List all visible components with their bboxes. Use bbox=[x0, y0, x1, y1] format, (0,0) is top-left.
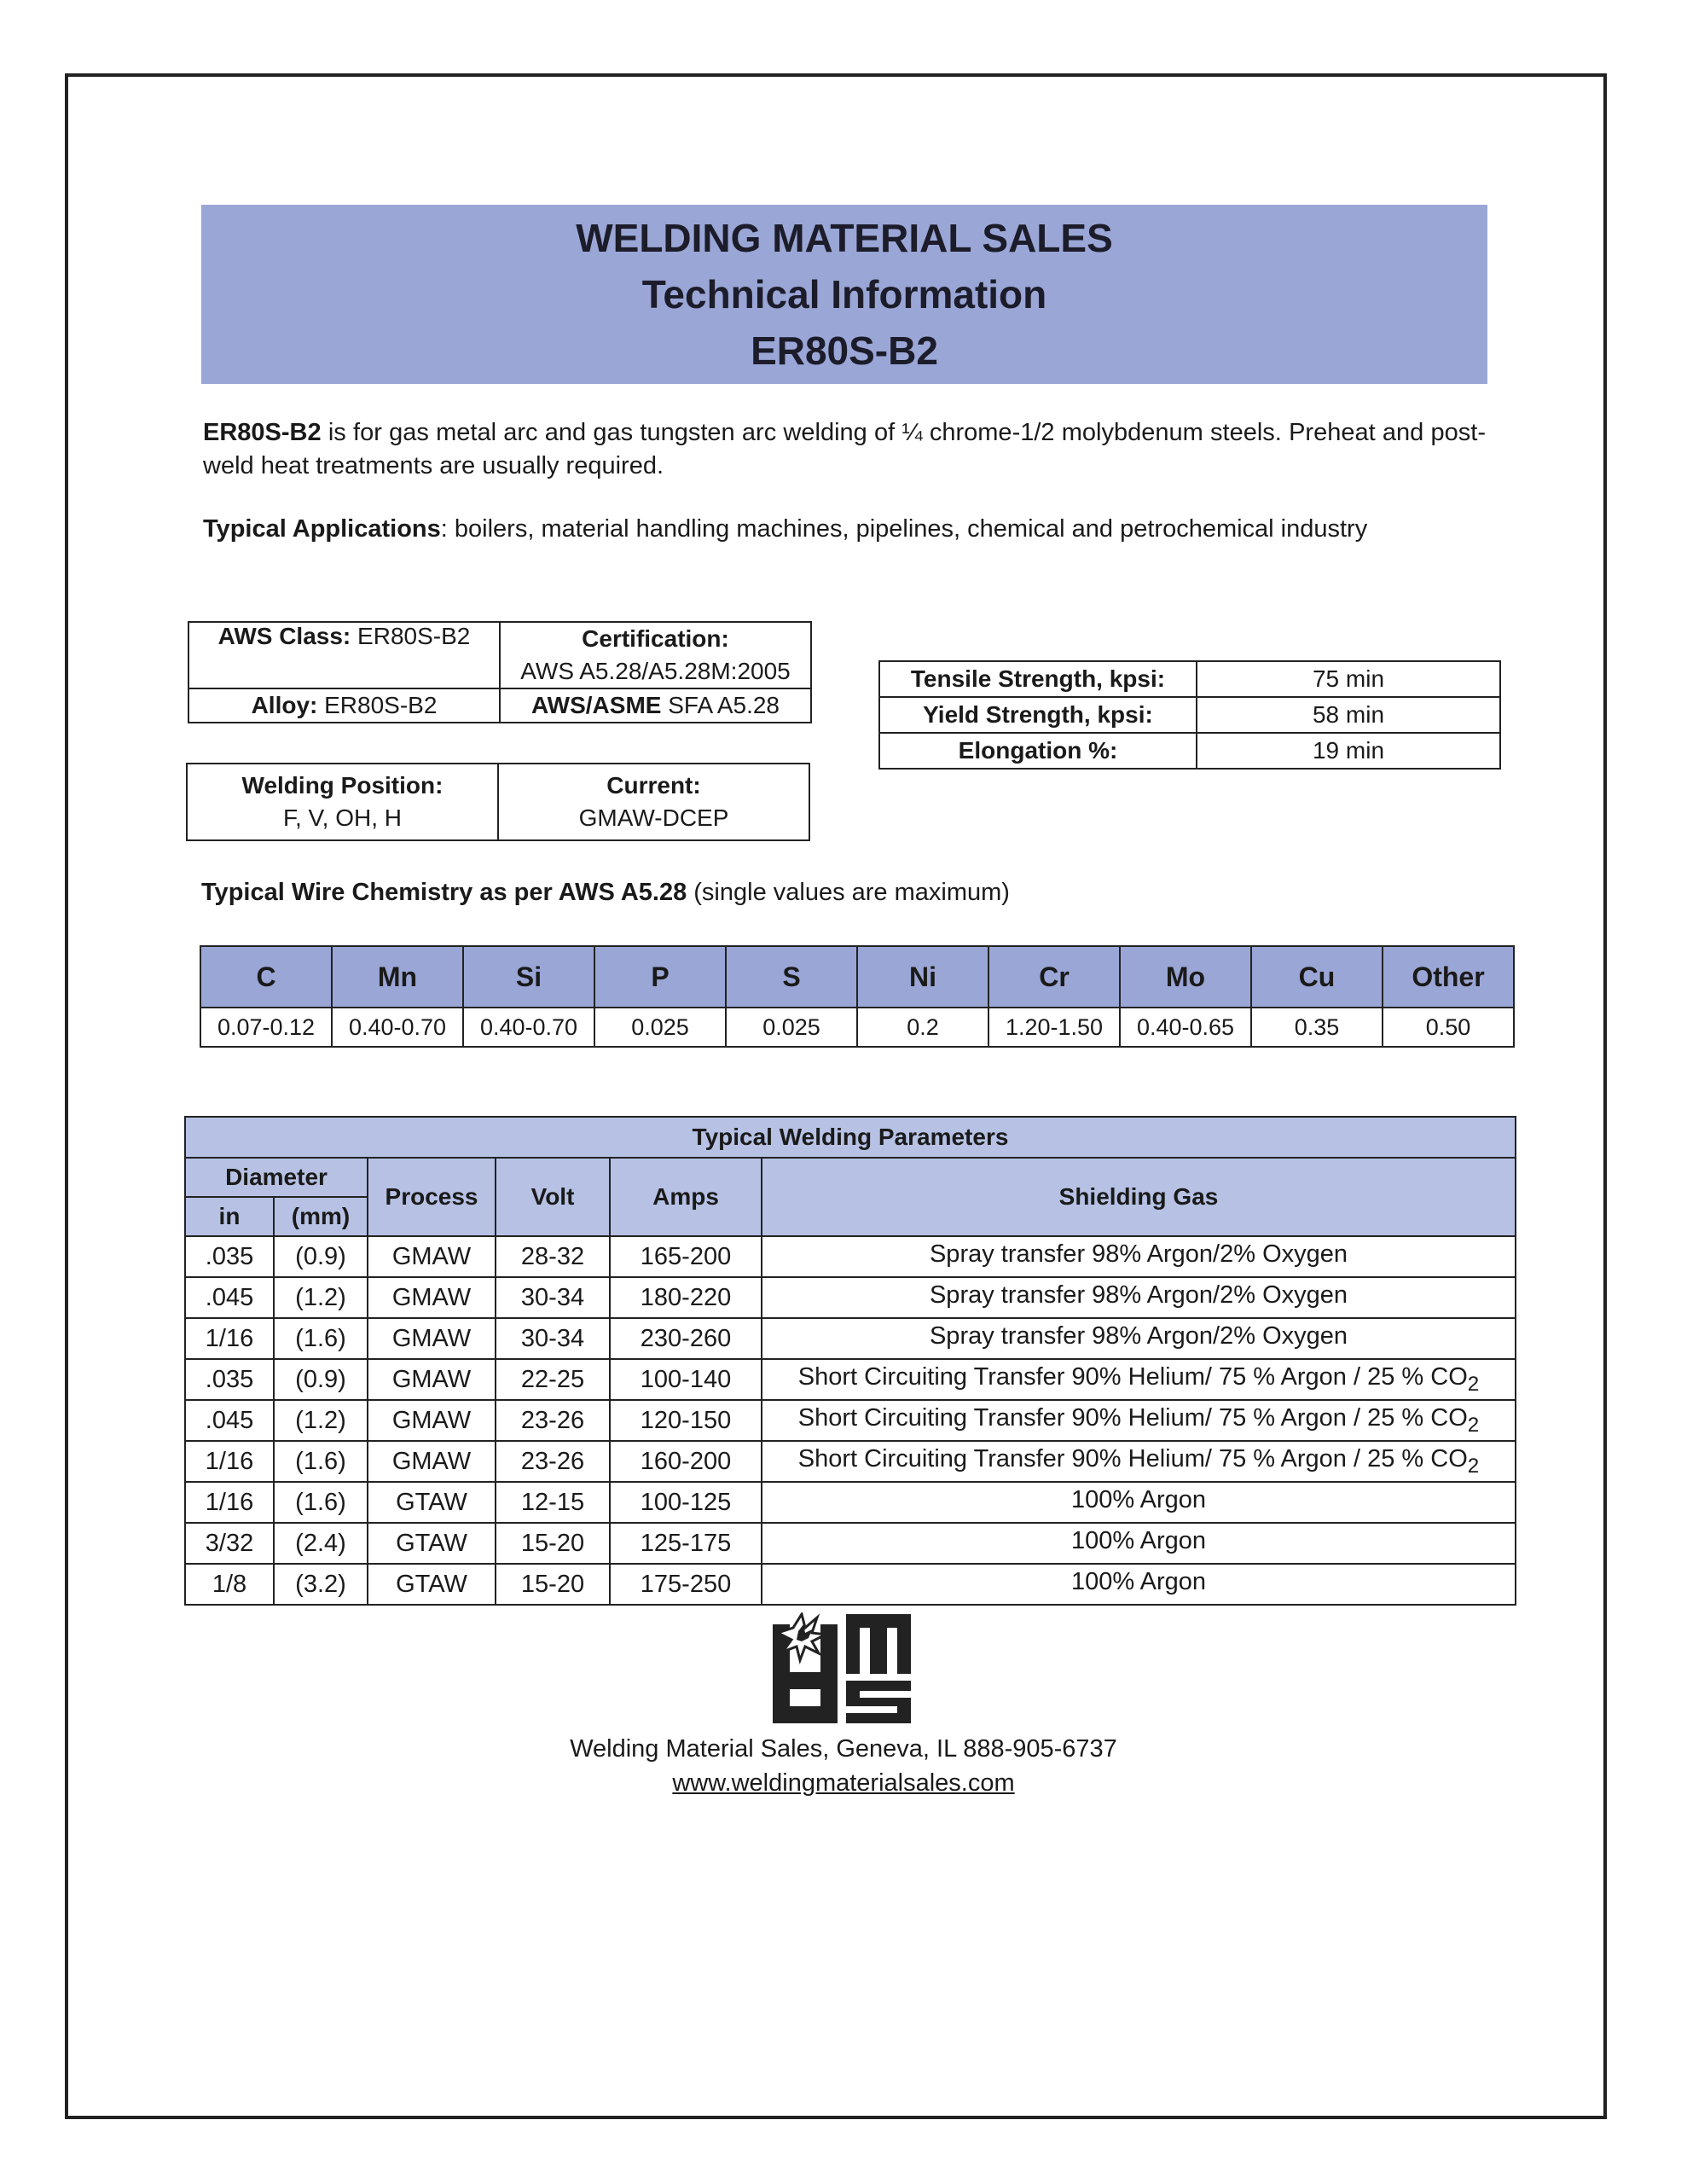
process: GMAW bbox=[368, 1318, 496, 1359]
typical-applications bbox=[203, 515, 1533, 543]
process: GMAW bbox=[368, 1236, 496, 1277]
amps: 100-140 bbox=[610, 1359, 762, 1400]
amps: 175-250 bbox=[610, 1564, 762, 1605]
shielding-gas-header: Shielding Gas bbox=[762, 1158, 1516, 1236]
volt: 15-20 bbox=[496, 1564, 610, 1605]
diameter-mm: (3.2) bbox=[274, 1564, 368, 1605]
diameter-mm: (1.2) bbox=[274, 1400, 368, 1441]
table-row bbox=[879, 661, 1500, 697]
element-value: 0.40-0.70 bbox=[463, 1008, 594, 1047]
element-header: C bbox=[200, 946, 332, 1008]
aws-class-value: ER80S-B2 bbox=[351, 623, 471, 649]
welding-position-cell bbox=[187, 764, 498, 840]
certification-label: Certification: bbox=[500, 622, 811, 655]
diameter-in: .035 bbox=[185, 1359, 274, 1400]
alloy-cell bbox=[188, 688, 500, 723]
footer-contact: Welding Material Sales, Geneva, IL 888-905-6737 bbox=[570, 1735, 1117, 1763]
element-value: 0.025 bbox=[726, 1008, 857, 1047]
current-value: GMAW-DCEP bbox=[578, 804, 729, 831]
table-row bbox=[185, 1564, 1516, 1605]
element-value: 0.40-0.65 bbox=[1120, 1008, 1251, 1047]
process: GTAW bbox=[368, 1523, 496, 1564]
position-current-table bbox=[186, 763, 810, 841]
element-header: Mn bbox=[332, 946, 463, 1008]
element-header: Ni bbox=[857, 946, 988, 1008]
volt-header: Volt bbox=[496, 1158, 610, 1236]
asme-label: AWS/ASME bbox=[530, 692, 662, 718]
title-banner bbox=[201, 205, 1487, 384]
mm-header: (mm) bbox=[274, 1197, 368, 1236]
certification-value: AWS A5.28/A5.28M:2005 bbox=[500, 655, 811, 688]
asme-value: SFA A5.28 bbox=[661, 692, 780, 718]
product-name: ER80S-B2 bbox=[203, 419, 322, 446]
diameter-mm: (1.6) bbox=[274, 1441, 368, 1482]
table-row bbox=[879, 733, 1500, 769]
tensile-label: Tensile Strength, kpsi: bbox=[879, 661, 1197, 697]
volt: 22-25 bbox=[496, 1359, 610, 1400]
applications-text: : boilers, material handling machines, pipelines, chemical and petrochemical industry bbox=[440, 515, 1368, 543]
diameter-mm: (2.4) bbox=[274, 1523, 368, 1564]
element-value: 0.35 bbox=[1251, 1008, 1383, 1047]
shielding-gas: Spray transfer 98% Argon/2% Oxygen bbox=[762, 1318, 1516, 1359]
process-header: Process bbox=[368, 1158, 496, 1236]
aws-class-cell bbox=[188, 622, 500, 688]
table-row bbox=[185, 1482, 1516, 1523]
welding-position-label: Welding Position: bbox=[241, 772, 443, 799]
shielding-gas: Short Circuiting Transfer 90% Helium/ 75 % Argon / 25 % $CO_2$ bbox=[762, 1400, 1516, 1441]
product-title: ER80S-B2 bbox=[751, 328, 938, 373]
chemistry-title-note: (single values are maximum) bbox=[687, 879, 1010, 906]
element-value: 1.20-1.50 bbox=[988, 1008, 1120, 1047]
asme-cell bbox=[500, 688, 811, 723]
amps-header: Amps bbox=[610, 1158, 762, 1236]
volt: 23-26 bbox=[496, 1400, 610, 1441]
welding-table-title: Typical Welding Parameters bbox=[185, 1117, 1516, 1158]
company-title: WELDING MATERIAL SALES bbox=[576, 216, 1113, 260]
yield-value: 58 min bbox=[1197, 697, 1500, 733]
chemistry-title-bold: Typical Wire Chemistry as per AWS A5.28 bbox=[201, 879, 687, 906]
volt: 12-15 bbox=[496, 1482, 610, 1523]
diameter-in: 1/16 bbox=[185, 1441, 274, 1482]
table-row bbox=[185, 1523, 1516, 1564]
process: GMAW bbox=[368, 1359, 496, 1400]
table-row bbox=[879, 697, 1500, 733]
process: GMAW bbox=[368, 1400, 496, 1441]
tensile-value: 75 min bbox=[1197, 661, 1500, 697]
shielding-gas: Short Circuiting Transfer 90% Helium/ 75 % Argon / 25 % $CO_2$ bbox=[762, 1441, 1516, 1482]
element-value: 0.025 bbox=[594, 1008, 726, 1047]
element-header: Si bbox=[463, 946, 594, 1008]
element-header: P bbox=[594, 946, 726, 1008]
diameter-in: 1/16 bbox=[185, 1318, 274, 1359]
chemistry-title bbox=[201, 879, 1010, 907]
shielding-gas: 100% Argon bbox=[762, 1523, 1516, 1564]
diameter-mm: (0.9) bbox=[274, 1236, 368, 1277]
shielding-gas: Short Circuiting Transfer 90% Helium/ 75 % Argon / 25 % $CO_2$ bbox=[762, 1359, 1516, 1400]
yield-label: Yield Strength, kpsi: bbox=[879, 697, 1197, 733]
welding-parameters-table bbox=[184, 1116, 1516, 1606]
diameter-in: 1/16 bbox=[185, 1482, 274, 1523]
volt: 30-34 bbox=[496, 1277, 610, 1318]
diameter-in: 3/32 bbox=[185, 1523, 274, 1564]
diameter-in: .045 bbox=[185, 1400, 274, 1441]
element-header: Mo bbox=[1120, 946, 1251, 1008]
diameter-in: 1/8 bbox=[185, 1564, 274, 1605]
amps: 100-125 bbox=[610, 1482, 762, 1523]
document-subtitle: Technical Information bbox=[641, 272, 1047, 317]
shielding-gas: 100% Argon bbox=[762, 1482, 1516, 1523]
element-value: 0.07-0.12 bbox=[200, 1008, 332, 1047]
in-header: in bbox=[185, 1197, 274, 1236]
volt: 28-32 bbox=[496, 1236, 610, 1277]
welding-position-value: F, V, OH, H bbox=[282, 804, 402, 831]
element-header: Other bbox=[1383, 946, 1514, 1008]
element-header: S bbox=[726, 946, 857, 1008]
chemistry-header-row bbox=[200, 946, 1514, 1008]
process: GTAW bbox=[368, 1564, 496, 1605]
diameter-mm: (1.6) bbox=[274, 1318, 368, 1359]
elongation-value: 19 min bbox=[1197, 733, 1500, 769]
amps: 165-200 bbox=[610, 1236, 762, 1277]
process: GMAW bbox=[368, 1277, 496, 1318]
applications-label: Typical Applications bbox=[203, 515, 441, 543]
table-row bbox=[185, 1318, 1516, 1359]
alloy-value: ER80S-B2 bbox=[317, 692, 438, 718]
diameter-header: Diameter bbox=[185, 1158, 368, 1197]
amps: 120-150 bbox=[610, 1400, 762, 1441]
alloy-label: Alloy: bbox=[251, 692, 318, 718]
description-text: is for gas metal arc and gas tungsten arc welding of ¼ chrome-1/2 molybdenum steels. Preheat and post-weld heat treatments are usually required. bbox=[203, 419, 1486, 479]
amps: 180-220 bbox=[610, 1277, 762, 1318]
process: GTAW bbox=[368, 1482, 496, 1523]
element-value: 0.40-0.70 bbox=[332, 1008, 463, 1047]
mechanical-properties-table bbox=[878, 660, 1501, 770]
table-row bbox=[185, 1400, 1516, 1441]
element-value: 0.50 bbox=[1383, 1008, 1514, 1047]
element-value: 0.2 bbox=[857, 1008, 988, 1047]
table-row bbox=[185, 1359, 1516, 1400]
volt: 23-26 bbox=[496, 1441, 610, 1482]
shielding-gas: 100% Argon bbox=[762, 1564, 1516, 1605]
chemistry-value-row bbox=[200, 1008, 1514, 1047]
diameter-in: .045 bbox=[185, 1277, 274, 1318]
table-row bbox=[185, 1441, 1516, 1482]
product-description bbox=[203, 416, 1486, 483]
table-row bbox=[185, 1277, 1516, 1318]
diameter-mm: (1.6) bbox=[274, 1482, 368, 1523]
amps: 230-260 bbox=[610, 1318, 762, 1359]
aws-class-label: AWS Class: bbox=[217, 623, 351, 649]
footer-website-link[interactable]: www.weldingmaterialsales.com bbox=[672, 1769, 1015, 1797]
amps: 125-175 bbox=[610, 1523, 762, 1564]
wire-chemistry-table bbox=[200, 945, 1515, 1048]
current-cell bbox=[498, 764, 809, 840]
element-header: Cr bbox=[988, 946, 1120, 1008]
element-header: Cu bbox=[1251, 946, 1383, 1008]
amps: 160-200 bbox=[610, 1441, 762, 1482]
diameter-mm: (0.9) bbox=[274, 1359, 368, 1400]
volt: 15-20 bbox=[496, 1523, 610, 1564]
elongation-label: Elongation %: bbox=[879, 733, 1197, 769]
classification-table bbox=[188, 621, 812, 723]
shielding-gas: Spray transfer 98% Argon/2% Oxygen bbox=[762, 1277, 1516, 1318]
shielding-gas: Spray transfer 98% Argon/2% Oxygen bbox=[762, 1236, 1516, 1277]
diameter-mm: (1.2) bbox=[274, 1277, 368, 1318]
volt: 30-34 bbox=[496, 1318, 610, 1359]
diameter-in: .035 bbox=[185, 1236, 274, 1277]
process: GMAW bbox=[368, 1441, 496, 1482]
company-logo bbox=[768, 1612, 914, 1725]
current-label: Current: bbox=[606, 772, 701, 799]
table-row bbox=[185, 1236, 1516, 1277]
